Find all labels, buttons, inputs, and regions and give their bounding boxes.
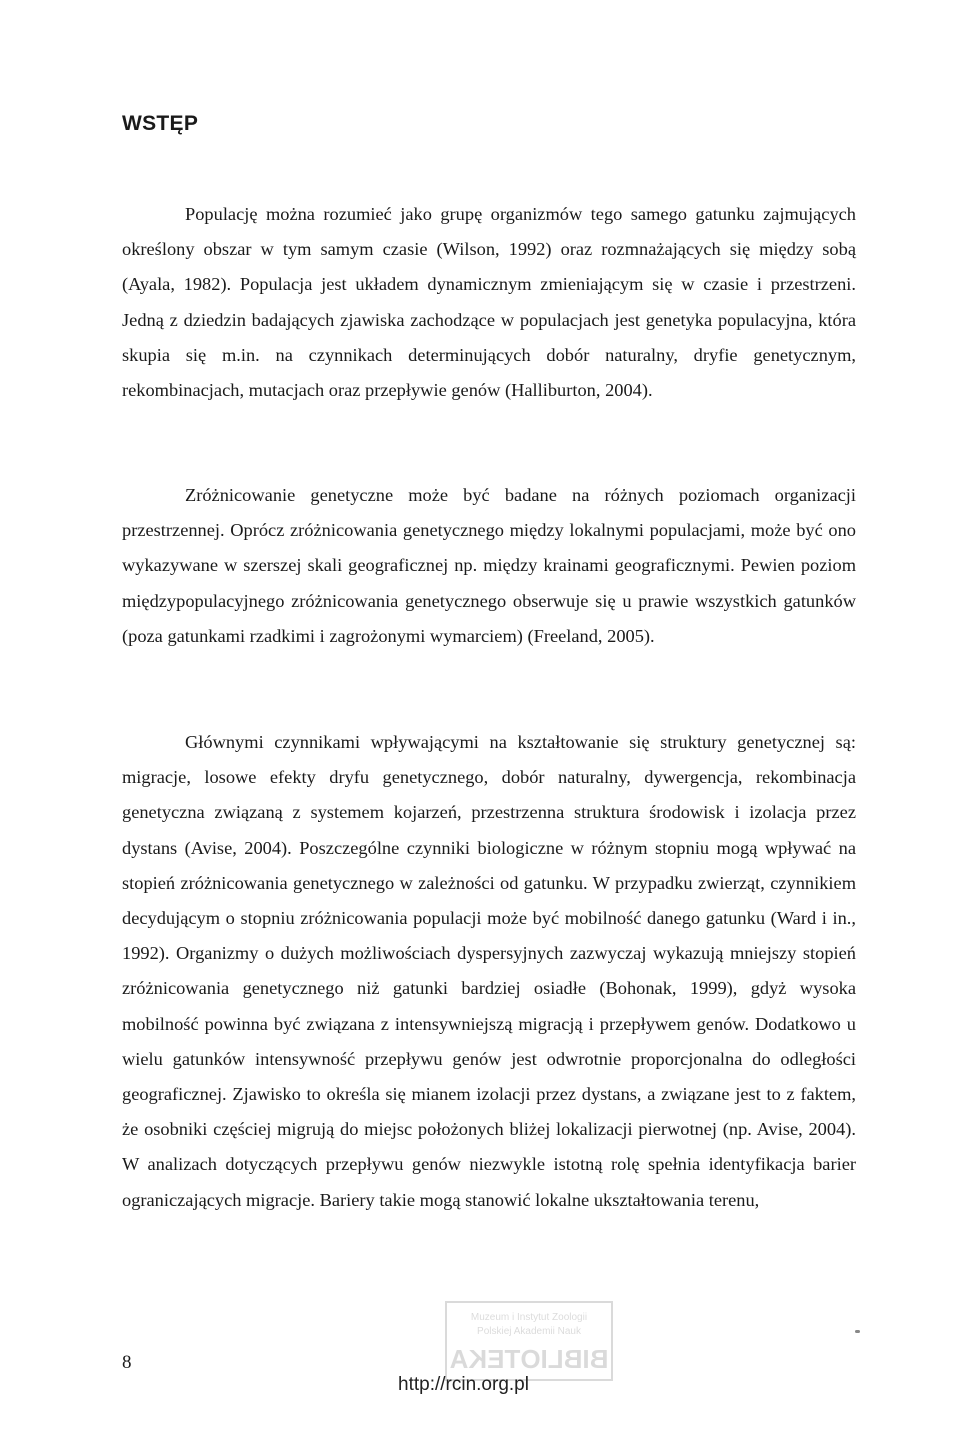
- section-heading: WSTĘP: [122, 112, 199, 135]
- paragraph-3: Głównymi czynnikami wpływającymi na kształtowanie się struktury genetycznej są: migracje, losowe efekty dryfu genetycznego, dobór naturalny, dywergencja, rekombinacja genetyczna związaną z systemem kojarzeń, przestrzenna struktura środowisk i izolacja przez dystans (Avise, 2004). Poszczególne czynniki biologiczne w różnym stopniu mogą wpływać na stopień zróżnicowania genetycznego w zależności od gatunku. W przypadku zwierząt, czynnikiem decydującym o stopniu zróżnicowania populacji może być mobilność danego gatunku (Ward i in., 1992). Organizmy o dużych możliwościach dyspersyjnych zazwyczaj wykazują mniejszy stopień zróżnicowania genetycznego niż gatunki bardziej osiadłe (Bohonak, 1999), gdyż wysoka mobilność powinna być związana z intensywniejszą migracją i przepływem genów. Dodatkowo u wielu gatunków intensywność przepływu genów jest odwrotnie proporcjonalna do odległości geograficznej. Zjawisko to określa się mianem izolacji przez dystans, a związane jest to z faktem, że osobniki częściej migrują do miejsc położonych bliżej lokalizacji pierwotnej (np. Avise, 2004). W analizach dotyczących przepływu genów niezwykle istotną rolę spełnia identyfikacja barier ograniczających migracje. Bariery takie mogą stanowić lokalne ukształtowania terenu,: [122, 732, 856, 1210]
- paragraph-1: Populację można rozumieć jako grupę organizmów tego samego gatunku zajmujących określony obszar w tym samym czasie (Wilson, 1992) oraz rozmnażających się między sobą (Ayala, 1982). Populacja jest układem dynamicznym zmieniającym się w czasie i przestrzeni. Jedną z dziedzin badających zjawiska zachodzące w populacjach jest genetyka populacyjna, która skupia się m.in. na czynnikach determinujących dobór naturalny, dryfie genetycznym, rekombinacjach, mutacjach oraz przepływie genów (Halliburton, 2004).: [122, 204, 856, 401]
- scan-speck: [855, 1330, 860, 1333]
- footer-url-link[interactable]: http://rcin.org.pl: [398, 1374, 529, 1395]
- library-stamp: [444, 1300, 614, 1382]
- page-number: 8: [122, 1352, 132, 1373]
- stamp-line-3: BIBLIOTEKA: [449, 1344, 609, 1374]
- paragraph-2: Zróżnicowanie genetyczne może być badane na różnych poziomach organizacji przestrzennej. Oprócz zróżnicowania genetycznego między lokalnymi populacjami, może być ono wykazywane w szerszej skali geograficznej np. między krainami geograficznymi. Pewien poziom międzypopulacyjnego zróżnicowania genetycznego obserwuje się u prawie wszystkich gatunków (poza gatunkami rzadkimi i zagrożonymi wymarciem) (Freeland, 2005).: [122, 485, 856, 646]
- stamp-line-2: Polskiej Akademii Nauk: [477, 1326, 581, 1337]
- stamp-line-1: Muzeum i Instytut Zoologii: [470, 1312, 588, 1323]
